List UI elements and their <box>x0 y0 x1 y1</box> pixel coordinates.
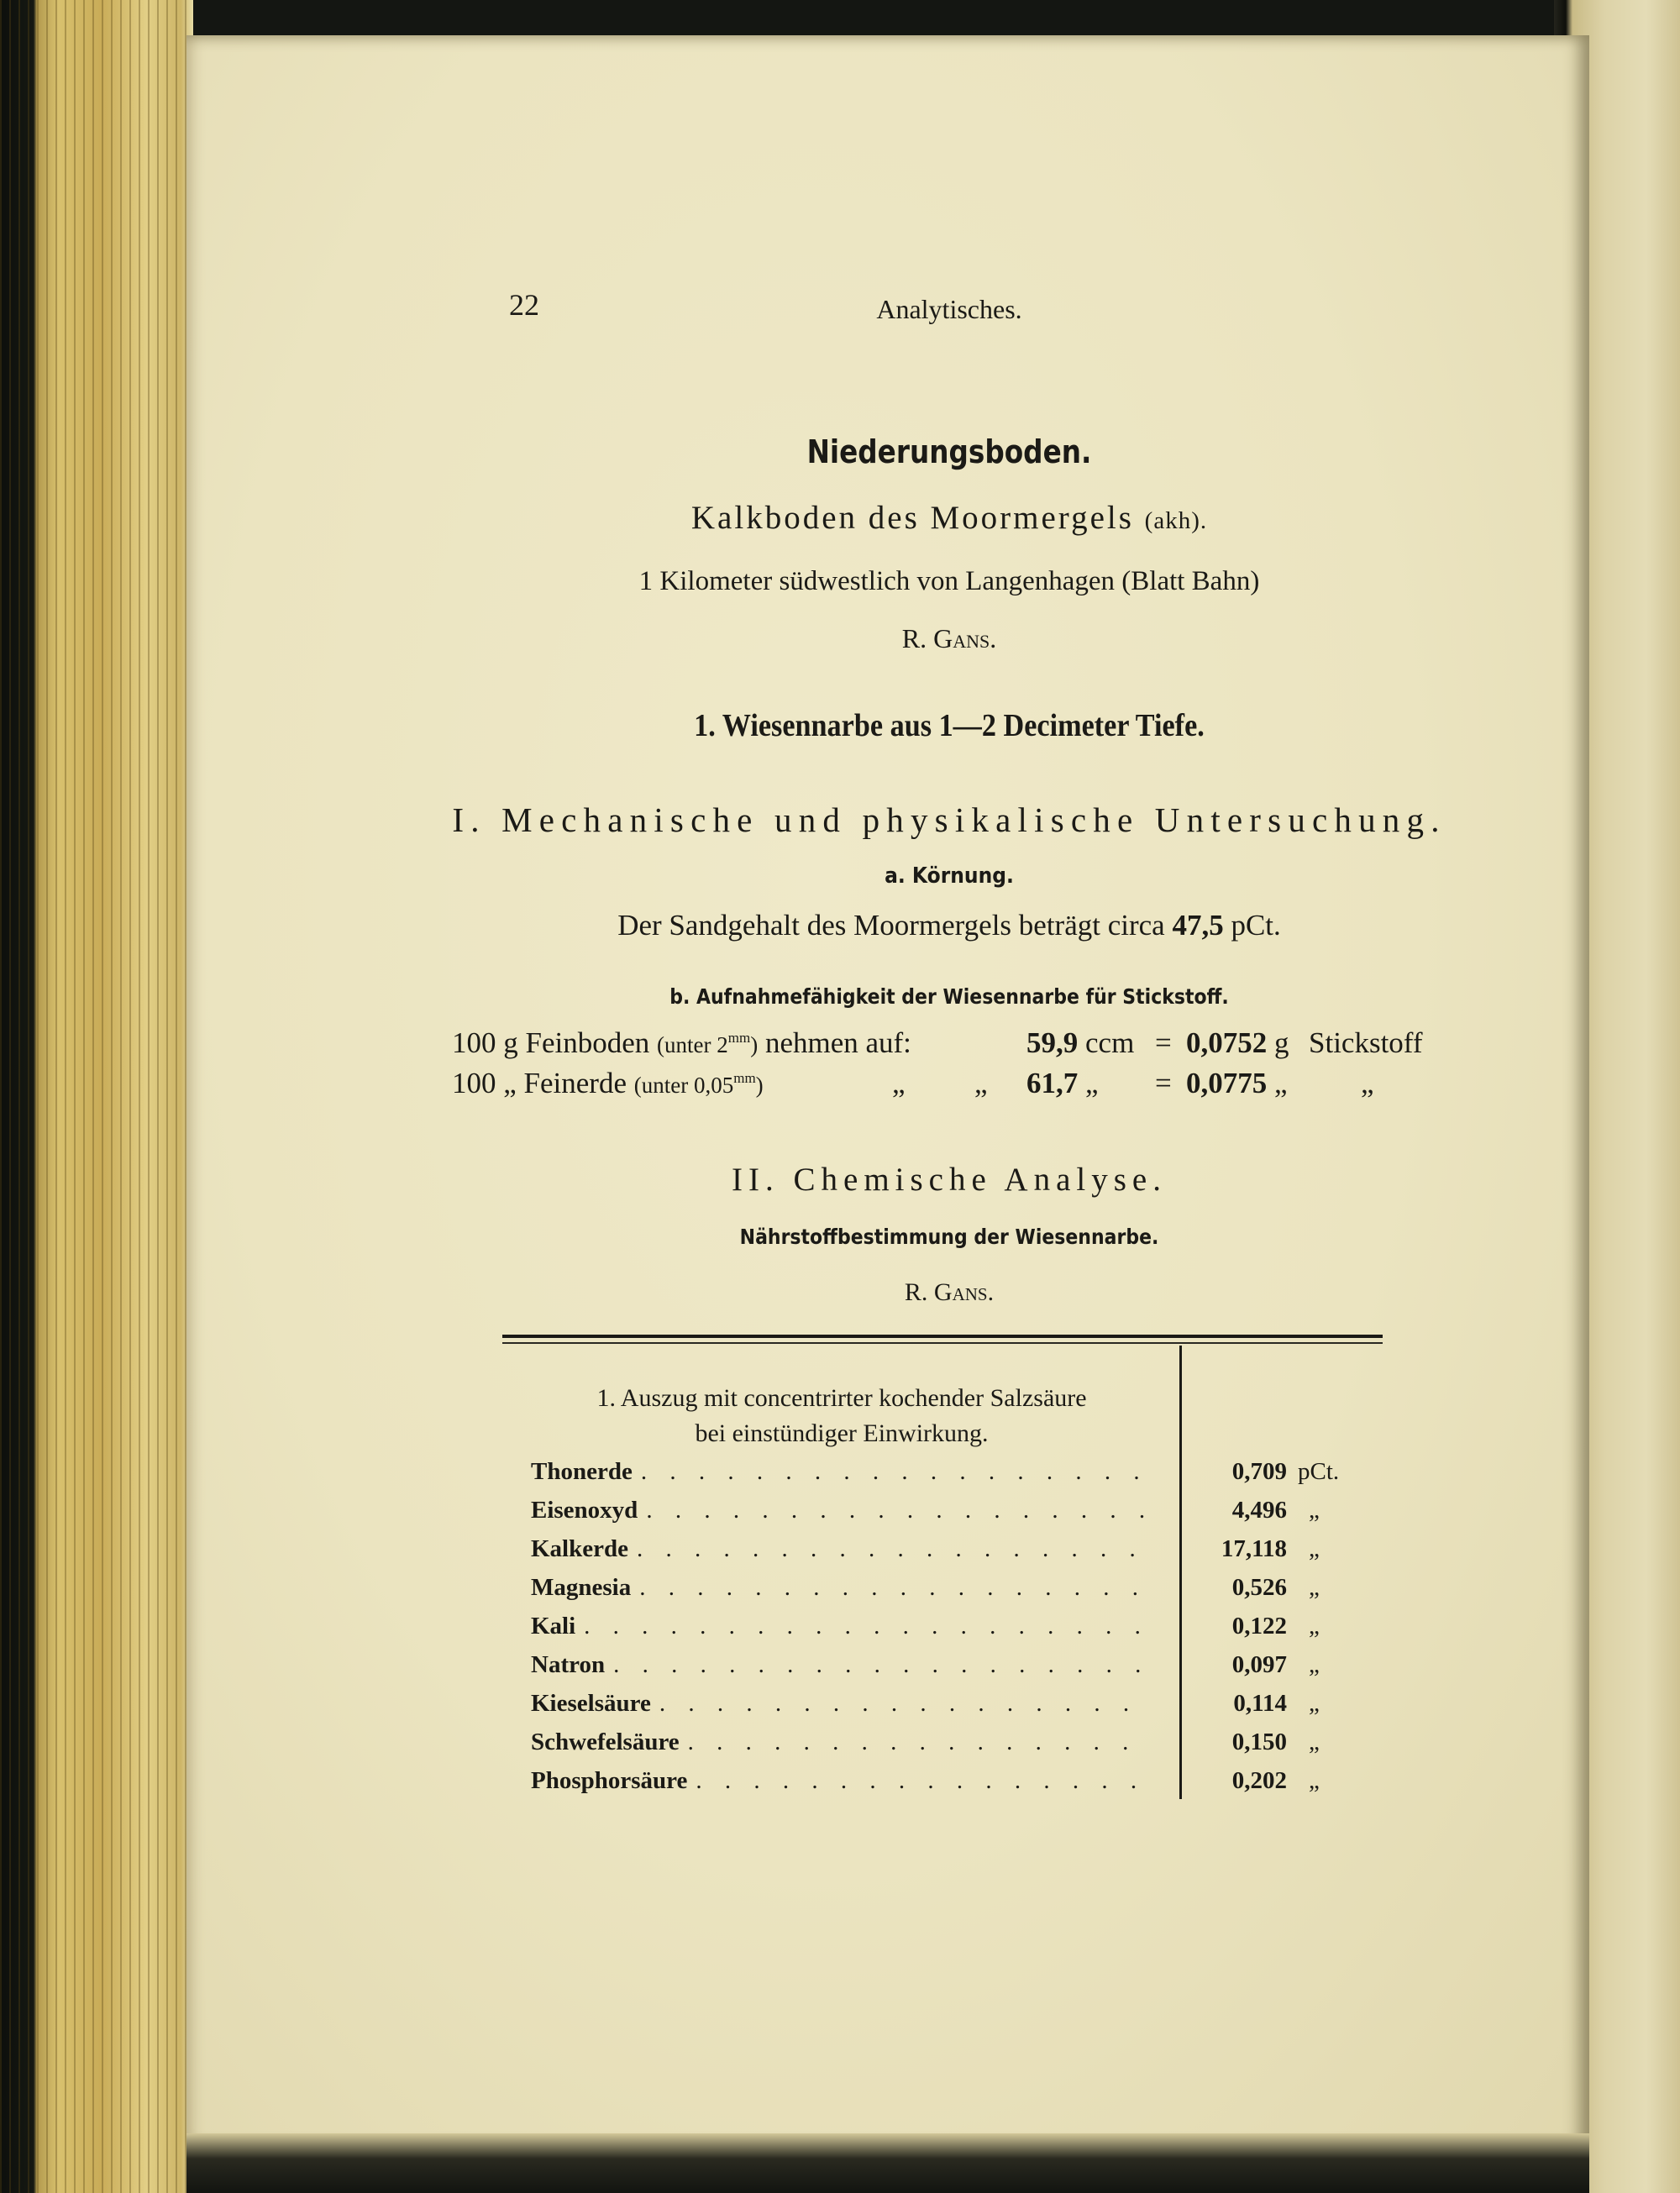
subtitle <box>691 499 1207 537</box>
author-line: R. Gans. <box>901 623 997 653</box>
condition-pre: (unter 2 <box>657 1032 728 1057</box>
part-I-heading: I. Mechanische und physikalische Untersuchung. <box>452 800 1446 839</box>
table-row <box>531 1493 1152 1527</box>
row-label: Schwefelsäure <box>531 1729 680 1755</box>
amount: 100 g <box>452 1026 518 1059</box>
row-value: 0,097 <box>1231 1651 1287 1678</box>
dot-leader <box>639 1571 1152 1604</box>
row-value: 0,526 <box>1231 1574 1287 1601</box>
table-row <box>531 1648 1152 1681</box>
row-unit: „ <box>1309 1651 1320 1678</box>
verb: nehmen auf: <box>764 1026 911 1059</box>
absorption-mass-1 <box>1186 1026 1289 1060</box>
sand-value: 47,5 <box>1172 909 1224 942</box>
row-label: Phosphorsäure <box>531 1767 688 1794</box>
row-value: 4,496 <box>1231 1497 1287 1524</box>
row-label: Natron <box>531 1651 606 1678</box>
table-row <box>531 1687 1152 1720</box>
table-row <box>531 1571 1152 1604</box>
row-unit: „ <box>1309 1729 1320 1755</box>
sand-text: Der Sandgehalt des Moormergels beträgt circa <box>617 909 1165 942</box>
dot-leader <box>637 1532 1152 1566</box>
book-edge-left <box>0 0 193 2193</box>
absorption-volume-2 <box>1026 1067 1099 1100</box>
material: Feinboden <box>525 1026 650 1059</box>
row-label: Magnesia <box>531 1574 632 1601</box>
volume: 59,9 <box>1026 1026 1079 1059</box>
part-II-subheading: Nährstoffbestimmung der Wiesennarbe. <box>739 1225 1159 1249</box>
row-value: 0,202 <box>1231 1767 1287 1794</box>
location-line: 1 Kilometer südwestlich von Langenhagen (Blatt Bahn) <box>638 566 1260 596</box>
row-label: Kali <box>531 1613 576 1640</box>
row-unit: „ <box>1309 1574 1320 1601</box>
extract-title <box>596 1381 1086 1451</box>
ditto-mark: „ <box>974 1067 988 1099</box>
table-row <box>531 1725 1152 1759</box>
running-title: Analytisches. <box>876 294 1022 324</box>
row-value: 17,118 <box>1221 1535 1287 1562</box>
condition <box>633 1070 764 1098</box>
sub-heading-a: a. Körnung. <box>885 863 1014 889</box>
page-title: Niederungsboden. <box>806 433 1092 470</box>
condition-post: ) <box>755 1073 764 1098</box>
table-top-rule-thin <box>502 1342 1383 1344</box>
row-unit: pCt. <box>1298 1458 1340 1485</box>
page-edges <box>0 0 193 2193</box>
absorption-element-1: Stickstoff <box>1309 1026 1423 1059</box>
condition-pre: (unter 0,05 <box>633 1073 734 1098</box>
condition-post: ) <box>750 1032 759 1057</box>
sub-heading-b: b. Aufnahmefähigkeit der Wiesennarbe für Stickstoff. <box>669 984 1229 1009</box>
absorption-element-2: „ <box>1361 1067 1374 1099</box>
material: Feinerde <box>523 1067 627 1099</box>
row-label: Thonerde <box>531 1458 633 1485</box>
row-value: 0,150 <box>1231 1729 1287 1755</box>
part-II-heading: II. Chemische Analyse. <box>732 1162 1167 1198</box>
page-bottom-shadow <box>186 2133 1589 2193</box>
part-II-author: R. Gans. <box>904 1278 995 1306</box>
extract-title-line-1: 1. Auszug mit concentrirter kochender Salzsäure <box>596 1384 1087 1412</box>
table-row <box>531 1764 1152 1797</box>
row-unit: „ <box>1309 1767 1320 1794</box>
section-heading: 1. Wiesennarbe aus 1—2 Decimeter Tiefe. <box>694 708 1205 743</box>
row-unit: „ <box>1309 1613 1320 1640</box>
mass-unit: g <box>1274 1026 1289 1059</box>
row-value: 0,122 <box>1231 1613 1287 1640</box>
table-top-rule <box>502 1335 1383 1338</box>
dot-leader <box>584 1609 1152 1643</box>
dot-leader <box>641 1455 1152 1488</box>
book-page <box>186 35 1589 2148</box>
page-number: 22 <box>509 288 539 322</box>
mass-unit: „ <box>1274 1067 1288 1099</box>
row-label: Kieselsäure <box>531 1690 651 1717</box>
absorption-line-1 <box>452 1026 911 1060</box>
subtitle-code: (akh). <box>1144 507 1208 534</box>
absorption-volume-1 <box>1026 1026 1134 1060</box>
row-value: 0,709 <box>1231 1458 1287 1485</box>
condition <box>657 1032 758 1057</box>
table-row <box>531 1609 1152 1643</box>
amount: 100 „ <box>452 1067 517 1099</box>
sand-unit: pCt. <box>1231 909 1281 942</box>
ditto-mark: „ <box>892 1067 906 1099</box>
condition-sup: mm <box>733 1070 756 1086</box>
absorption-line-2 <box>452 1067 764 1100</box>
volume-unit: ccm <box>1085 1026 1135 1059</box>
absorption-mass-2 <box>1186 1067 1288 1100</box>
row-unit: „ <box>1309 1690 1320 1717</box>
volume: 61,7 <box>1026 1067 1079 1099</box>
mass: 0,0775 <box>1186 1067 1268 1099</box>
dot-leader <box>613 1648 1152 1681</box>
dot-leader <box>688 1725 1152 1759</box>
table-row <box>531 1532 1152 1566</box>
volume-unit: „ <box>1085 1067 1099 1099</box>
dot-leader <box>646 1493 1152 1527</box>
row-label: Eisenoxyd <box>531 1497 638 1524</box>
table-row <box>531 1455 1152 1488</box>
row-unit: „ <box>1309 1497 1320 1524</box>
extract-title-line-2: bei einstündiger Einwirkung. <box>695 1419 989 1447</box>
row-unit: „ <box>1309 1535 1320 1562</box>
absorption-eq-1: = <box>1155 1026 1172 1059</box>
mass: 0,0752 <box>1186 1026 1268 1059</box>
absorption-eq-2: = <box>1155 1067 1172 1099</box>
dot-leader <box>659 1687 1152 1720</box>
table-column-divider <box>1179 1346 1182 1799</box>
subtitle-main: Kalkboden des Moormergels <box>690 500 1134 536</box>
condition-sup: mm <box>727 1030 751 1046</box>
row-label: Kalkerde <box>531 1535 628 1562</box>
dot-leader <box>696 1764 1152 1797</box>
row-value: 0,114 <box>1233 1690 1287 1717</box>
sand-content-line <box>617 909 1281 942</box>
